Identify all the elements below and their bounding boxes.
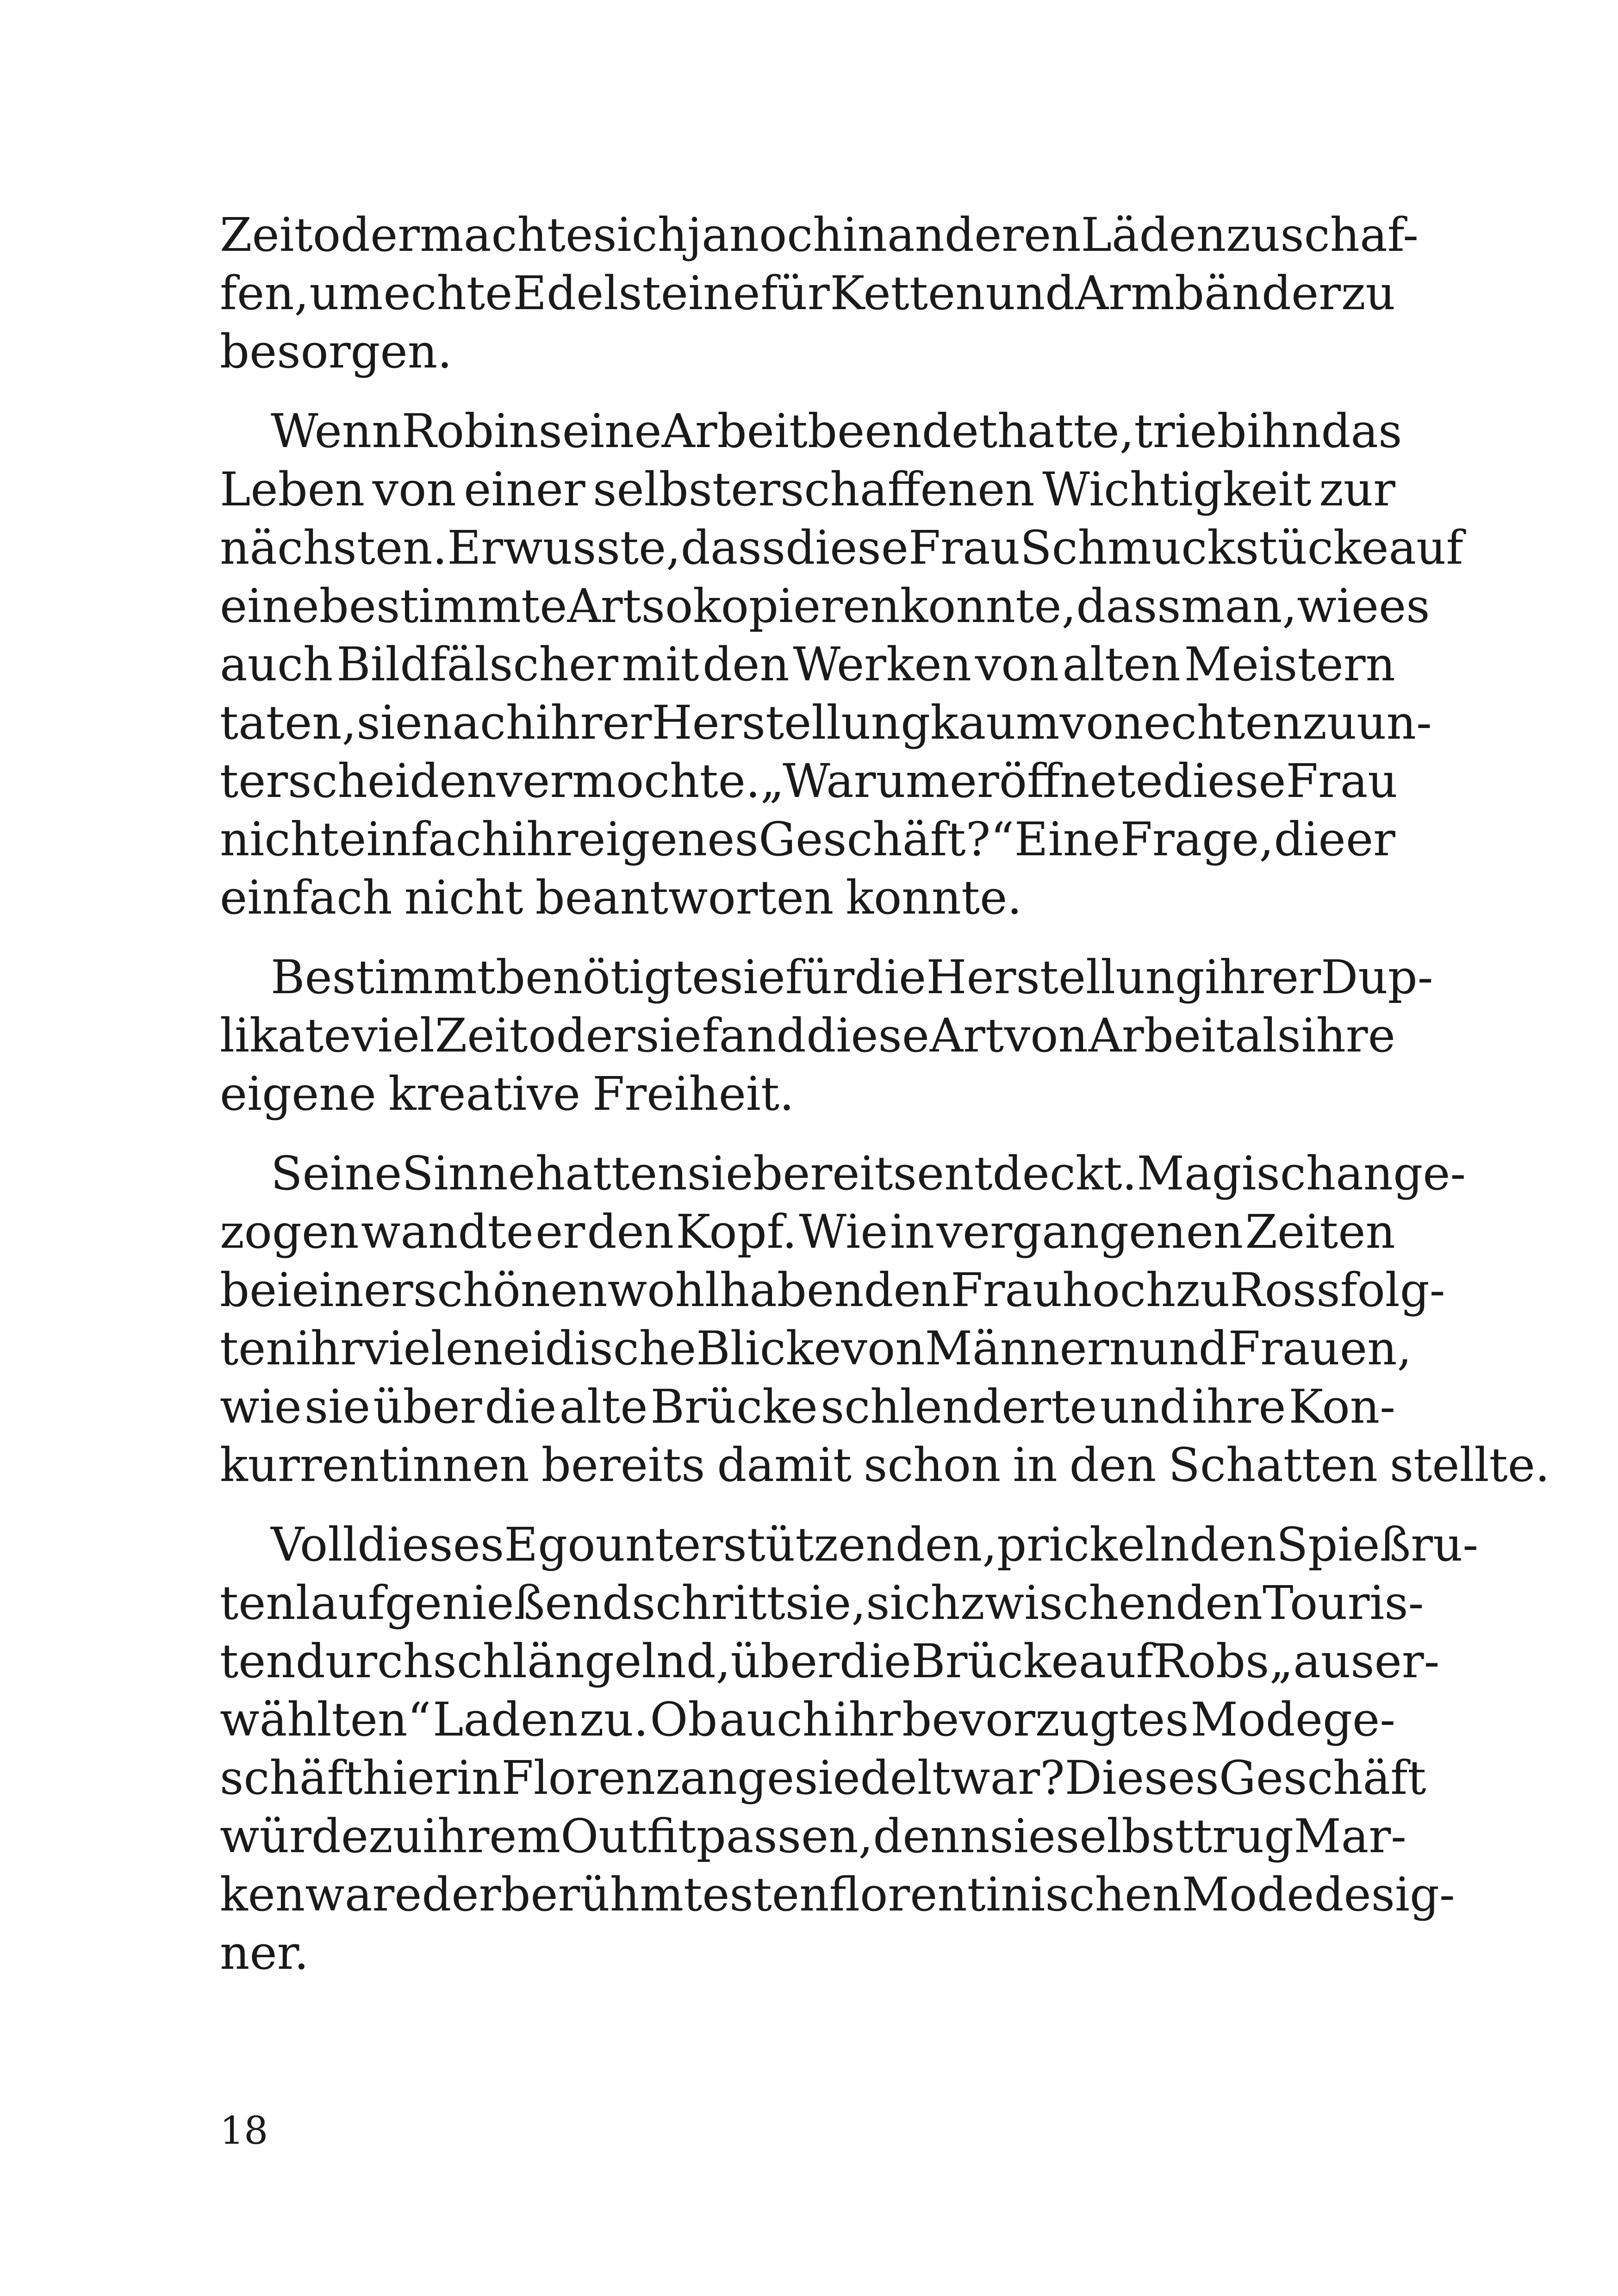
- text-line: terscheiden vermochte. „Warum eröffnete diese Frau: [220, 754, 1398, 808]
- text-line: wählten“ Laden zu. Ob auch ihr bevorzugtes Modege-: [220, 1692, 1395, 1747]
- text-line: nicht einfach ihr eigenes Geschäft?“ Eine Frage, die er: [220, 812, 1395, 866]
- paragraph: [220, 402, 1463, 927]
- text-line: ten ihr viele neidische Blicke von Männern und Frauen,: [220, 1321, 1412, 1375]
- text-line: besorgen.: [220, 324, 452, 379]
- text-line: kenware der berühmtesten florentinischen Modedesig-: [220, 1867, 1455, 1922]
- text-line: schäft hier in Florenz angesiedelt war? Dieses Geschäft: [220, 1751, 1426, 1805]
- paragraph: [220, 206, 1419, 381]
- text-line: kurrentinnen bereits damit schon in den Schatten stellte.: [220, 1438, 1550, 1492]
- text-line: Voll dieses Ego unterstützenden, prickelnden Spießru-: [271, 1518, 1479, 1572]
- text-line: einfach nicht beantworten konnte.: [220, 871, 1022, 925]
- text-line: fen, um echte Edelsteine für Ketten und Armbänder zu: [220, 266, 1395, 320]
- text-line: wie sie über die alte Brücke schlenderte und ihre Kon-: [220, 1380, 1395, 1434]
- text-line: würde zu ihrem Outfit passen, denn sie selbst trug Mar-: [220, 1809, 1406, 1863]
- paragraph-gap: [220, 1494, 1395, 1516]
- text-line: zogen wandte er den Kopf. Wie in vergangenen Zeiten: [220, 1205, 1395, 1259]
- text-line: Zeit oder machte sich ja noch in anderen Läden zu schaf-: [220, 208, 1419, 262]
- paragraph-gap: [220, 1123, 1395, 1145]
- text-line: likate viel Zeit oder sie fand diese Art von Arbeit als ihre: [220, 1008, 1395, 1063]
- text-line: nächsten. Er wusste, dass diese Frau Schmuckstücke auf: [220, 521, 1463, 575]
- text-line: Seine Sinne hatten sie bereits entdeckt. Magisch ange-: [271, 1146, 1466, 1201]
- text-line: ten durchschlängelnd, über die Brücke auf Robs „auser-: [220, 1634, 1440, 1688]
- text-line: Wenn Robin seine Arbeit beendet hatte, trieb ihn das: [271, 404, 1402, 458]
- page-number: 18: [220, 2109, 268, 2153]
- text-line: eigene kreative Freiheit.: [220, 1067, 794, 1121]
- body-text: [220, 206, 1550, 1982]
- text-line: Leben von einer selbsterschaffenen Wichtigkeit zur: [220, 462, 1395, 516]
- text-line: tenlauf genießend schritt sie, sich zwischen den Touris-: [220, 1576, 1424, 1630]
- paragraph-gap: [220, 381, 1395, 402]
- text-line: Bestimmt benötigte sie für die Herstellung ihrer Dup-: [271, 950, 1433, 1004]
- paragraph: [220, 1145, 1550, 1494]
- text-line: bei einer schönen wohlhabenden Frau hoch zu Ross folg-: [220, 1263, 1445, 1317]
- text-line: ner.: [220, 1926, 309, 1980]
- text-line: auch Bildfälscher mit den Werken von alten Meistern: [220, 637, 1395, 691]
- paragraph: [220, 1516, 1479, 1982]
- paragraph: [220, 948, 1433, 1123]
- text-line: taten, sie nach ihrer Herstellung kaum von echten zu un-: [220, 696, 1432, 750]
- text-line: eine bestimmte Art so kopieren konnte, dass man, wie es: [220, 579, 1430, 633]
- paragraph-gap: [220, 927, 1395, 948]
